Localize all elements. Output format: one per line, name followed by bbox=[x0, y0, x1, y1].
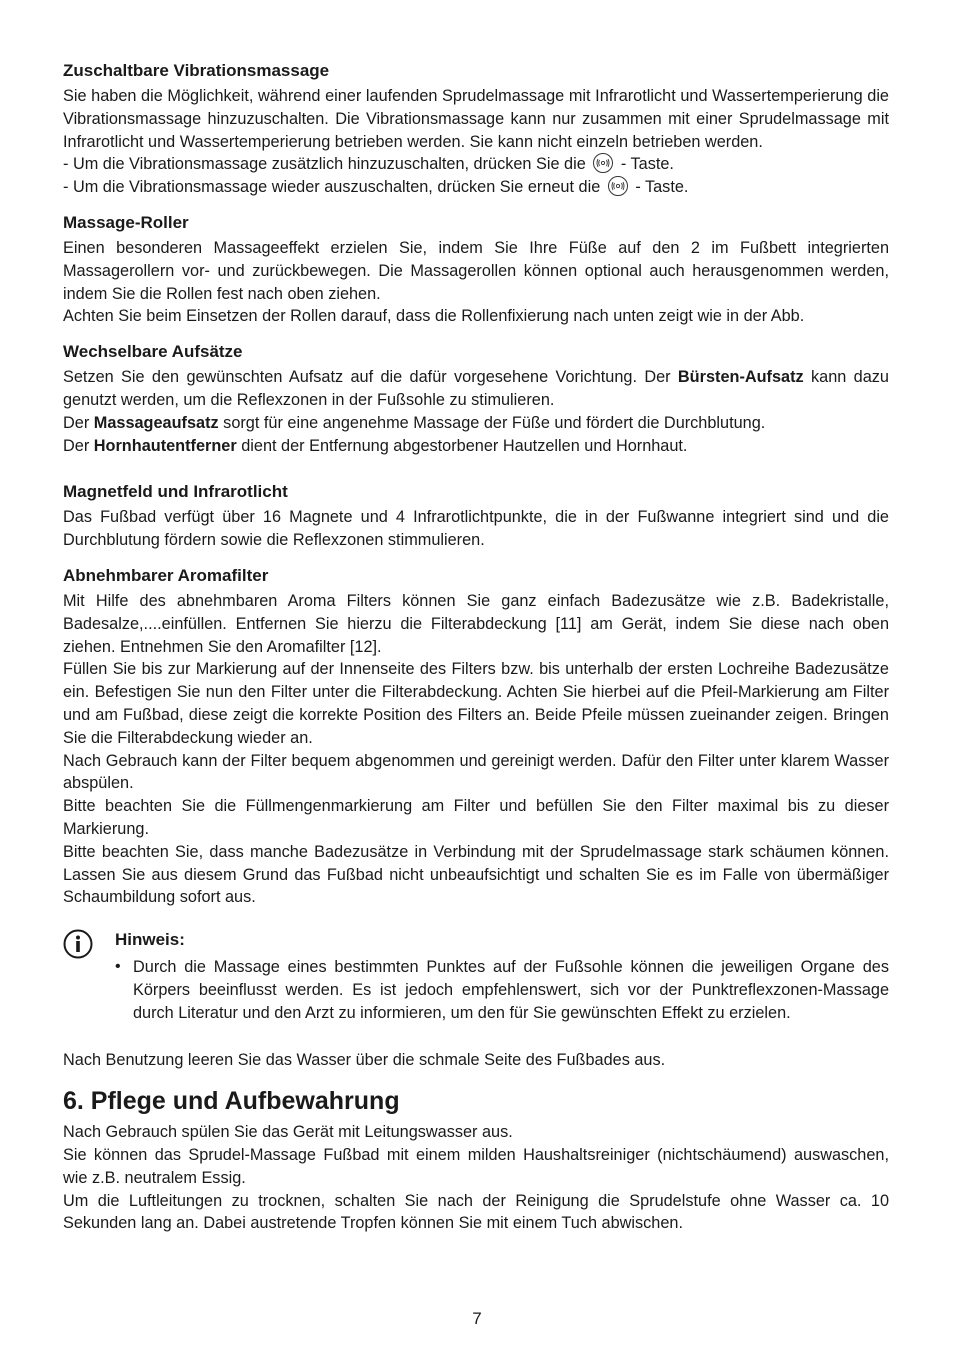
hint-title: Hinweis: bbox=[115, 930, 185, 950]
paragraph: Das Fußbad verfügt über 16 Magnete und 4 Infrarotlichtpunkte, die in der Fußwanne integriert sind und die Durchblutung fördern sowie die Reflexzonen stimmulieren. bbox=[63, 508, 889, 550]
section-roller bbox=[63, 212, 889, 328]
paragraph: Füllen Sie bis zur Markierung auf der Innenseite des Filters bzw. bis unterhalb der ersten Lochreihe Badezusätze ein. Befestigen Sie nun den Filter unter die Filterabdeckung. Achten Sie hierbei auf die Pfeil-Markierung am Filter und am Fußbad, diese zeigt die korrekte Position des Filters an. Beide Pfeile müssen zueinander zeigen. Bringen Sie die Filterabdeckung wieder an. bbox=[63, 660, 889, 747]
paragraph: Nach Gebrauch spülen Sie das Gerät mit Leitungswasser aus. bbox=[63, 1123, 513, 1142]
hint-body bbox=[115, 929, 889, 1024]
bullet-dot: • bbox=[115, 958, 121, 976]
hint-box bbox=[63, 929, 889, 1024]
paragraph: Bitte beachten Sie, dass manche Badezusätze in Verbindung mit der Sprudelmassage stark schäumen können. Lassen Sie aus diesem Grund das Fußbad nicht unbeaufsichtigt und schalten Sie es im Falle von übermäßiger Schaumbildung sofort aus. bbox=[63, 842, 889, 907]
document-page bbox=[63, 60, 889, 1235]
section-heading: Wechselbare Aufsätze bbox=[63, 342, 243, 362]
section-heading: Zuschaltbare Vibrationsmassage bbox=[63, 61, 330, 80]
section-magnet bbox=[63, 481, 889, 552]
paragraph: Mit Hilfe des abnehmbaren Aroma Filters können Sie ganz einfach Badezusätze wie z.B. Badekristalle, Badesalze,....einfüllen. Entfernen Sie hierzu die Filterabdeckung [11] am Gerät, indem Sie diese nach oben ziehen. Entnehmen Sie den Aromafilter [12]. bbox=[63, 591, 889, 656]
info-icon bbox=[63, 929, 93, 959]
instruction-line-on: - Um die Vibrationsmassage zusätzlich hinzuzuschalten, drücken Sie die - Taste. bbox=[63, 155, 674, 174]
vibration-icon bbox=[608, 176, 628, 196]
paragraph: Sie können das Sprudel-Massage Fußbad mit einem milden Haushaltsreiniger (nichtschäumend) auswaschen, wie z.B. neutralem Essig. bbox=[63, 1146, 889, 1187]
section-heading: Massage-Roller bbox=[63, 212, 189, 232]
paragraph: Bitte beachten Sie die Füllmengenmarkierung am Filter und befüllen Sie den Filter maximal bis zu dieser Markierung. bbox=[63, 797, 889, 838]
vibration-icon bbox=[593, 153, 613, 173]
paragraph: Einen besonderen Massageeffekt erzielen Sie, indem Sie Ihre Füße auf den 2 im Fußbett integrierten Massagerollern vor- und zurückbewegen. Die Massagerollen können optional auch herausgenommen werden, indem Sie die Rollen fest nach oben ziehen. bbox=[63, 238, 889, 303]
paragraph: Achten Sie beim Einsetzen der Rollen darauf, dass die Rollenfixierung nach unten zeigt wie in der Abb. bbox=[63, 307, 805, 326]
paragraph-after-use: Nach Benutzung leeren Sie das Wasser über die schmale Seite des Fußbades aus. bbox=[63, 1050, 666, 1069]
paragraph: Der Massageaufsatz sorgt für eine angenehme Massage der Füße und fördert die Durchblutung. bbox=[63, 413, 766, 432]
instruction-line-off: - Um die Vibrationsmassage wieder auszuschalten, drücken Sie erneut die - Taste. bbox=[63, 178, 689, 197]
paragraph: Setzen Sie den gewünschten Aufsatz auf die dafür vorgesehene Vorichtung. Der Bürsten-Aufsatz kann dazu genutzt werden, um die Reflexzonen in der Fußsohle zu stimulieren. bbox=[63, 368, 889, 409]
page-number: 7 bbox=[472, 1309, 482, 1328]
section-heading: Abnehmbarer Aromafilter bbox=[63, 565, 269, 585]
chapter-heading: 6. Pflege und Aufbewahrung bbox=[63, 1087, 400, 1116]
section-aroma bbox=[63, 565, 889, 909]
paragraph: Nach Gebrauch kann der Filter bequem abgenommen und gereinigt werden. Dafür den Filter unter klarem Wasser abspülen. bbox=[63, 751, 889, 793]
paragraph: Der Hornhautentferner dient der Entfernung abgestorbener Hautzellen und Hornhaut. bbox=[63, 436, 688, 455]
paragraph: Um die Luftleitungen zu trocknen, schalten Sie nach der Reinigung die Sprudelstufe ohne Wasser ca. 10 Sekunden lang an. Dabei austretende Tropfen können Sie mit einem Tuch abwischen. bbox=[63, 1191, 889, 1233]
section-vibration bbox=[63, 60, 889, 199]
hint-text: Durch die Massage eines bestimmten Punktes auf der Fußsohle können die jeweiligen Organe des Körpers beeinflusst werden. Es ist jedoch empfehlenswert, sich vor der Punktreflexzonen-Massage durch Literatur und den Arzt zu informieren, um den für Sie gewünschten Effekt zu erzielen. bbox=[133, 958, 889, 1022]
list-item bbox=[115, 956, 889, 1024]
paragraph: Sie haben die Möglichkeit, während einer laufenden Sprudelmassage mit Infrarotlicht und Wassertemperierung die Vibrationsmassage hinzuzuschalten. Die Vibrationsmassage kann nur zusammen mit einer Sprudelmassage mit Infrarotlicht und Wassertemperierung betrieben werden. Sie kann nicht einzeln betrieben werden. bbox=[63, 87, 889, 151]
section-heading: Magnetfeld und Infrarotlicht bbox=[63, 482, 288, 502]
section-attachments bbox=[63, 341, 889, 457]
